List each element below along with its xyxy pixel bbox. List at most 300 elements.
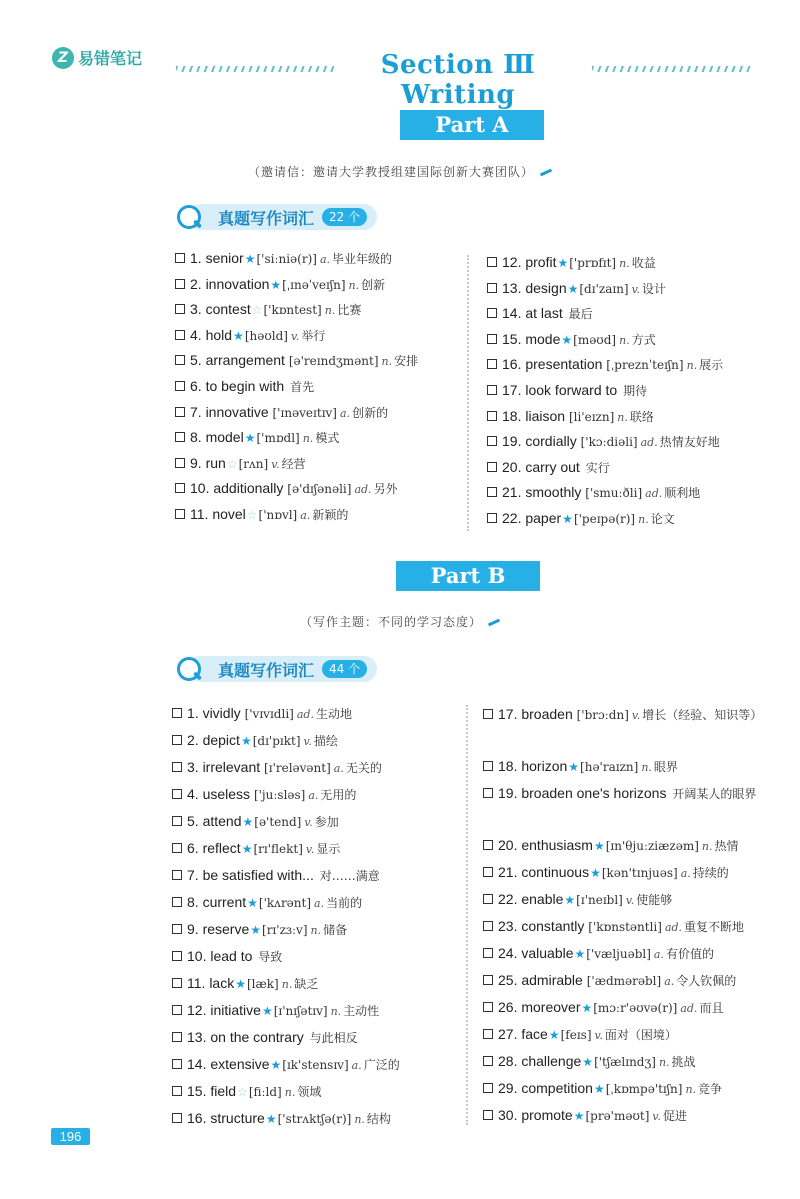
meaning: 论文	[650, 511, 675, 526]
meaning: 重复不断地	[684, 920, 745, 934]
vocab-word: 1. senior	[190, 250, 244, 266]
brand-logo-icon: Z	[52, 47, 74, 69]
phonetic: ['brɔːdn]	[576, 708, 629, 722]
vocab-item	[175, 248, 418, 274]
meaning: 热情友好地	[659, 435, 720, 450]
meaning: 储备	[323, 923, 348, 937]
phonetic: [prə'məʊt]	[585, 1109, 650, 1123]
checkbox[interactable]	[172, 924, 182, 934]
phonetic: ['smuːðli]	[585, 486, 643, 501]
meaning: 促进	[662, 1109, 687, 1123]
checkbox[interactable]	[487, 411, 497, 421]
vocab-item	[172, 973, 400, 1000]
checkbox[interactable]	[483, 788, 493, 798]
part-of-speech: a.	[333, 762, 344, 775]
part-of-speech: a.	[680, 867, 691, 880]
star-icon: ★	[593, 839, 605, 853]
vocab-item	[483, 862, 773, 889]
part-of-speech: n.	[330, 1005, 342, 1018]
vocab-word: 9. reserve	[187, 921, 250, 937]
checkbox[interactable]	[172, 762, 182, 772]
star-icon: ★	[593, 1082, 605, 1096]
phonetic: [mɔːr'əʊvə(r)]	[593, 1001, 678, 1015]
part-of-speech: a.	[308, 789, 319, 802]
vocab-word: 16. presentation	[502, 356, 603, 373]
checkbox[interactable]	[483, 1110, 493, 1120]
checkbox[interactable]	[487, 359, 497, 369]
meaning: 主动性	[343, 1004, 380, 1018]
vocab-word: 30. promote	[498, 1107, 573, 1123]
meaning: 当前的	[326, 896, 363, 910]
phonetic: [ˌkɒmpə'tɪʃn]	[605, 1082, 683, 1096]
phonetic: ['nɒvl]	[258, 507, 298, 522]
phonetic: ['mɒdl]	[256, 431, 300, 446]
phonetic: [həʊld]	[244, 328, 288, 343]
vocab-item	[483, 1105, 773, 1132]
checkbox[interactable]	[487, 385, 497, 395]
vocab-count-badge: 22 个	[322, 208, 367, 226]
vocab-item	[483, 889, 773, 916]
vocab-item	[483, 1051, 773, 1078]
meaning: 安排	[394, 354, 419, 369]
vocab-item	[175, 478, 418, 504]
meaning: 另外	[373, 482, 398, 497]
vocab-item	[172, 946, 400, 973]
vocab-word: 19. cordially	[502, 433, 577, 450]
vocab-word: 25. admirable	[498, 972, 583, 988]
checkbox[interactable]	[487, 283, 497, 293]
meaning: 实行	[585, 460, 610, 475]
vocab-item	[172, 784, 400, 811]
meaning: 首先	[290, 379, 315, 394]
vocab-word: 14. at last	[502, 305, 563, 322]
meaning: 描绘	[313, 734, 338, 748]
meaning: 毕业年级的	[332, 252, 393, 266]
checkbox[interactable]	[483, 709, 493, 719]
star-icon: ★	[270, 277, 282, 292]
star-icon: ★	[582, 1055, 594, 1069]
checkbox[interactable]	[172, 789, 182, 799]
star-outline-icon: ☆	[226, 456, 238, 471]
checkbox[interactable]	[483, 975, 493, 985]
vocab-word: 24. valuable	[498, 945, 574, 961]
vocab-word: 28. challenge	[498, 1053, 582, 1069]
checkbox[interactable]	[483, 761, 493, 771]
checkbox[interactable]	[487, 308, 497, 318]
star-icon: ★	[557, 256, 569, 270]
checkbox[interactable]	[487, 334, 497, 344]
checkbox[interactable]	[175, 253, 185, 263]
vocab-item	[175, 350, 418, 376]
vocab-item	[175, 504, 418, 530]
phonetic: ['kɒntest]	[263, 303, 322, 318]
phonetic: [məʊd]	[573, 332, 617, 347]
part-b-vocab-header	[176, 655, 377, 683]
decorative-line-left	[176, 66, 334, 72]
part-a-word-list-left	[175, 248, 418, 530]
meaning: 增长（经验、知识等）	[642, 708, 763, 722]
meaning: 对……满意	[319, 869, 380, 883]
phonetic: [ə'reɪndʒmənt]	[288, 354, 379, 369]
checkbox[interactable]	[487, 487, 497, 497]
star-icon: ★	[244, 252, 256, 266]
meaning: 而且	[699, 1001, 724, 1015]
part-of-speech: v.	[631, 709, 641, 722]
vocab-item	[172, 919, 400, 946]
checkbox[interactable]	[172, 1059, 182, 1069]
vocab-word: 8. current	[187, 894, 247, 910]
star-icon: ★	[240, 734, 252, 748]
meaning: 期待	[623, 383, 648, 398]
phonetic: [dɪ'pɪkt]	[252, 734, 301, 748]
vocab-word: 2. innovation	[190, 275, 270, 292]
part-of-speech: n.	[617, 410, 628, 424]
phonetic: [dɪ'zaɪn]	[579, 281, 629, 296]
checkbox[interactable]	[175, 407, 185, 417]
checkbox[interactable]	[172, 816, 182, 826]
part-of-speech: a.	[664, 975, 675, 988]
part-of-speech: n.	[348, 278, 360, 292]
checkbox[interactable]	[483, 894, 493, 904]
phonetic: ['kɒnstəntli]	[588, 920, 662, 934]
part-of-speech: ad.	[296, 708, 314, 721]
phonetic: ['juːsləs]	[253, 788, 306, 802]
star-icon: ★	[250, 923, 262, 937]
vocab-item	[172, 1027, 400, 1054]
checkbox[interactable]	[175, 483, 185, 493]
meaning: 眼界	[653, 760, 678, 774]
vocab-word: 10. additionally	[190, 480, 284, 497]
checkbox[interactable]	[172, 1032, 182, 1042]
phonetic: ['siːniə(r)]	[256, 252, 317, 266]
star-icon: ★	[242, 815, 254, 829]
checkbox[interactable]	[175, 355, 185, 365]
meaning: 使能够	[636, 893, 673, 907]
part-a-subtitle-text: （邀请信：邀请大学教授组建国际创新大赛团队）	[247, 165, 534, 179]
star-icon: ★	[265, 1112, 277, 1126]
star-icon: ★	[235, 977, 246, 991]
part-of-speech: n.	[658, 1056, 670, 1069]
meaning: 方式	[631, 332, 656, 347]
phonetic: [rɪ'flekt]	[253, 842, 303, 856]
part-of-speech: n.	[281, 978, 293, 991]
vocab-word: 8. model	[190, 429, 244, 446]
vocab-word: 4. useless	[187, 786, 251, 802]
meaning: 新颖的	[312, 507, 349, 522]
phonetic: [ɪk'stensɪv]	[282, 1058, 349, 1072]
star-icon: ★	[590, 866, 601, 880]
checkbox[interactable]	[483, 948, 493, 958]
meaning: 设计	[642, 281, 667, 296]
checkbox[interactable]	[172, 978, 182, 988]
part-of-speech: v.	[304, 816, 313, 829]
part-of-speech: n.	[685, 1083, 697, 1096]
vocab-word: 3. contest	[190, 301, 251, 318]
vocab-word: 26. moreover	[498, 999, 581, 1015]
vocab-item	[175, 376, 418, 402]
checkbox[interactable]	[172, 1113, 182, 1123]
part-of-speech: ad.	[645, 487, 663, 501]
part-of-speech: v.	[631, 282, 641, 296]
vocab-item	[487, 303, 723, 329]
part-b-subtitle	[0, 613, 800, 630]
meaning: 生动地	[315, 707, 352, 721]
vocab-item	[483, 783, 773, 835]
part-of-speech: n.	[686, 359, 698, 373]
vocab-word: 22. paper	[502, 509, 562, 526]
meaning: 领域	[297, 1085, 322, 1099]
phonetic: [hə'raɪzn]	[580, 760, 639, 774]
checkbox[interactable]	[175, 381, 185, 391]
star-icon: ★	[573, 1109, 585, 1123]
vocab-word: 17. look forward to	[502, 381, 618, 398]
part-of-speech: a.	[340, 406, 351, 420]
phonetic: ['ɪnəveɪtɪv]	[272, 405, 337, 420]
star-icon: ★	[548, 1028, 560, 1042]
pen-icon	[540, 169, 552, 177]
checkbox[interactable]	[487, 436, 497, 446]
checkbox[interactable]	[172, 870, 182, 880]
vocab-word: 11. novel	[190, 505, 246, 522]
checkbox[interactable]	[172, 735, 182, 745]
vocab-pill	[188, 656, 377, 682]
vocab-item	[483, 943, 773, 970]
page-number: 196	[51, 1128, 90, 1145]
part-a-vocab-header	[176, 203, 377, 231]
phonetic: [ˌɪnəˈveɪʃn]	[282, 277, 346, 292]
meaning: 联络	[629, 409, 654, 424]
phonetic: ['kɔːdiəli]	[580, 435, 638, 450]
star-icon: ★	[261, 1004, 273, 1018]
vocab-word: 1. vividly	[187, 705, 241, 721]
vocab-word: 7. innovative	[190, 403, 269, 420]
checkbox[interactable]	[483, 1029, 493, 1039]
part-of-speech: n.	[381, 355, 393, 369]
meaning: 比赛	[337, 303, 362, 318]
part-of-speech: a.	[351, 1059, 362, 1072]
part-of-speech: a.	[319, 253, 330, 266]
star-outline-icon: ☆	[251, 303, 263, 318]
vocab-pill	[188, 204, 377, 230]
vocab-item	[175, 325, 418, 351]
vocab-item	[487, 252, 723, 278]
vocab-word: 17. broaden	[498, 706, 573, 722]
magnifier-icon	[176, 656, 202, 682]
vocab-word: 10. lead to	[187, 948, 253, 964]
vocab-item	[175, 453, 418, 479]
vocab-word: 13. on the contrary	[187, 1029, 304, 1045]
vocab-item	[172, 1108, 400, 1135]
checkbox[interactable]	[172, 843, 182, 853]
meaning: 竞争	[698, 1082, 723, 1096]
phonetic: [fiːld]	[248, 1085, 282, 1099]
star-outline-icon: ☆	[237, 1085, 248, 1099]
checkbox[interactable]	[483, 921, 493, 931]
column-divider	[466, 705, 468, 1125]
checkbox[interactable]	[172, 708, 182, 718]
meaning: 参加	[314, 815, 339, 829]
vocab-word: 20. enthusiasm	[498, 837, 593, 853]
vocab-item	[172, 811, 400, 838]
vocab-word: 11. lack	[187, 975, 235, 991]
vocab-item	[487, 278, 723, 304]
checkbox[interactable]	[175, 330, 185, 340]
part-b-subtitle-text: （写作主题：不同的学习态度）	[299, 615, 482, 629]
vocab-item	[175, 299, 418, 325]
vocab-word: 23. constantly	[498, 918, 585, 934]
checkbox[interactable]	[483, 840, 493, 850]
part-of-speech: a.	[300, 508, 311, 522]
phonetic: [læk]	[246, 977, 279, 991]
part-of-speech: n.	[354, 1113, 365, 1126]
part-b-banner: Part B	[396, 561, 540, 591]
meaning: 举行	[301, 328, 326, 343]
checkbox[interactable]	[175, 509, 185, 519]
phonetic: [rɪ'zɜːv]	[262, 923, 308, 937]
part-of-speech: n.	[638, 512, 649, 526]
phonetic: ['ædmərəbl]	[586, 974, 662, 988]
checkbox[interactable]	[172, 897, 182, 907]
checkbox[interactable]	[175, 432, 185, 442]
vocab-item	[483, 916, 773, 943]
part-of-speech: v.	[305, 843, 315, 856]
checkbox[interactable]	[175, 304, 185, 314]
part-of-speech: a.	[653, 948, 664, 961]
checkbox[interactable]	[175, 279, 185, 289]
decorative-line-right	[592, 66, 752, 72]
phonetic: [ˌpreznˈteɪʃn]	[606, 358, 684, 373]
star-icon: ★	[574, 947, 586, 961]
vocab-word: 29. competition	[498, 1080, 593, 1096]
phonetic: ['strʌktʃə(r)]	[277, 1112, 352, 1126]
checkbox[interactable]	[487, 513, 497, 523]
star-icon: ★	[244, 431, 256, 446]
vocab-item	[172, 1081, 400, 1108]
vocab-word: 6. to begin with	[190, 377, 285, 394]
star-icon: ★	[233, 328, 244, 343]
checkbox[interactable]	[487, 257, 497, 267]
meaning: 模式	[315, 431, 340, 446]
vocab-word: 15. field	[187, 1083, 237, 1099]
vocab-count-badge: 44 个	[322, 660, 367, 678]
vocab-item	[487, 508, 723, 534]
meaning: 创新	[361, 277, 386, 292]
checkbox[interactable]	[483, 1002, 493, 1012]
part-of-speech: n.	[619, 257, 630, 270]
vocab-item	[172, 1054, 400, 1081]
part-b-word-list-right	[483, 704, 773, 1132]
vocab-item	[487, 406, 723, 432]
vocab-item	[172, 892, 400, 919]
meaning: 展示	[699, 358, 724, 373]
checkbox[interactable]	[483, 867, 493, 877]
vocab-item	[487, 482, 723, 508]
vocab-word: 6. reflect	[187, 840, 241, 856]
brand-name: 易错笔记	[78, 49, 143, 68]
vocab-word: 22. enable	[498, 891, 564, 907]
vocab-word: 4. hold	[190, 326, 233, 343]
meaning: 导致	[258, 950, 283, 964]
meaning: 挑战	[671, 1055, 696, 1069]
part-of-speech: ad.	[680, 1002, 698, 1015]
checkbox[interactable]	[175, 458, 185, 468]
phonetic: ['peɪpə(r)]	[573, 511, 636, 526]
part-of-speech: ad.	[354, 483, 372, 497]
star-icon: ★	[568, 760, 580, 774]
phonetic: [ə'dɪʃənəli]	[287, 482, 352, 497]
part-of-speech: ad.	[640, 436, 658, 450]
phonetic: ['vɪvɪdli]	[244, 707, 294, 721]
vocab-item	[483, 756, 773, 783]
section-title: Section Ⅲ Writing	[380, 50, 536, 110]
phonetic: [li'eɪzn]	[568, 409, 615, 424]
vocab-item	[172, 703, 400, 730]
vocab-label: 真题写作词汇	[218, 208, 315, 228]
phonetic: ['kʌrənt]	[258, 896, 312, 910]
phonetic: [ɪ'neɪbl]	[576, 893, 623, 907]
vocab-item	[487, 431, 723, 457]
meaning: 显示	[316, 842, 341, 856]
star-icon: ★	[241, 842, 253, 856]
checkbox[interactable]	[172, 1086, 182, 1096]
part-of-speech: n.	[701, 840, 713, 853]
part-of-speech: n.	[619, 333, 630, 347]
phonetic: [ɪ'nɪʃətɪv]	[273, 1004, 328, 1018]
vocab-word: 21. smoothly	[502, 484, 582, 501]
checkbox[interactable]	[487, 462, 497, 472]
meaning: 顺利地	[664, 486, 701, 501]
vocab-word: 12. initiative	[187, 1002, 261, 1018]
checkbox[interactable]	[172, 1005, 182, 1015]
vocab-item	[172, 865, 400, 892]
vocab-item	[483, 970, 773, 997]
vocab-item	[487, 380, 723, 406]
checkbox[interactable]	[483, 1056, 493, 1066]
vocab-item	[172, 838, 400, 865]
meaning: 有价值的	[665, 947, 714, 961]
star-outline-icon: ☆	[246, 507, 258, 522]
vocab-item	[175, 402, 418, 428]
part-of-speech: ad.	[664, 921, 683, 934]
meaning: 无关的	[345, 761, 382, 775]
part-b-word-list-left	[172, 703, 400, 1135]
phonetic: ['tʃælɪndʒ]	[594, 1055, 656, 1069]
part-a-banner: Part A	[400, 110, 544, 140]
checkbox[interactable]	[172, 951, 182, 961]
vocab-word: 18. liaison	[502, 407, 566, 424]
meaning: 与此相反	[309, 1031, 358, 1045]
vocab-word: 14. extensive	[187, 1056, 270, 1072]
column-divider	[467, 255, 469, 531]
part-of-speech: v.	[290, 329, 300, 343]
meaning: 热情	[714, 839, 739, 853]
vocab-item	[172, 757, 400, 784]
part-of-speech: a.	[314, 897, 325, 910]
star-icon: ★	[581, 1001, 593, 1015]
meaning: 最后	[568, 307, 593, 322]
part-of-speech: v.	[271, 457, 280, 471]
checkbox[interactable]	[483, 1083, 493, 1093]
vocab-word: 15. mode	[502, 330, 561, 347]
star-icon: ★	[564, 893, 576, 907]
brand	[52, 46, 142, 69]
vocab-word: 7. be satisfied with...	[187, 867, 314, 883]
magnifier-icon	[176, 204, 202, 230]
vocab-word: 27. face	[498, 1026, 548, 1042]
vocab-word: 5. attend	[187, 813, 242, 829]
vocab-item	[172, 1000, 400, 1027]
meaning: 结构	[366, 1112, 391, 1126]
